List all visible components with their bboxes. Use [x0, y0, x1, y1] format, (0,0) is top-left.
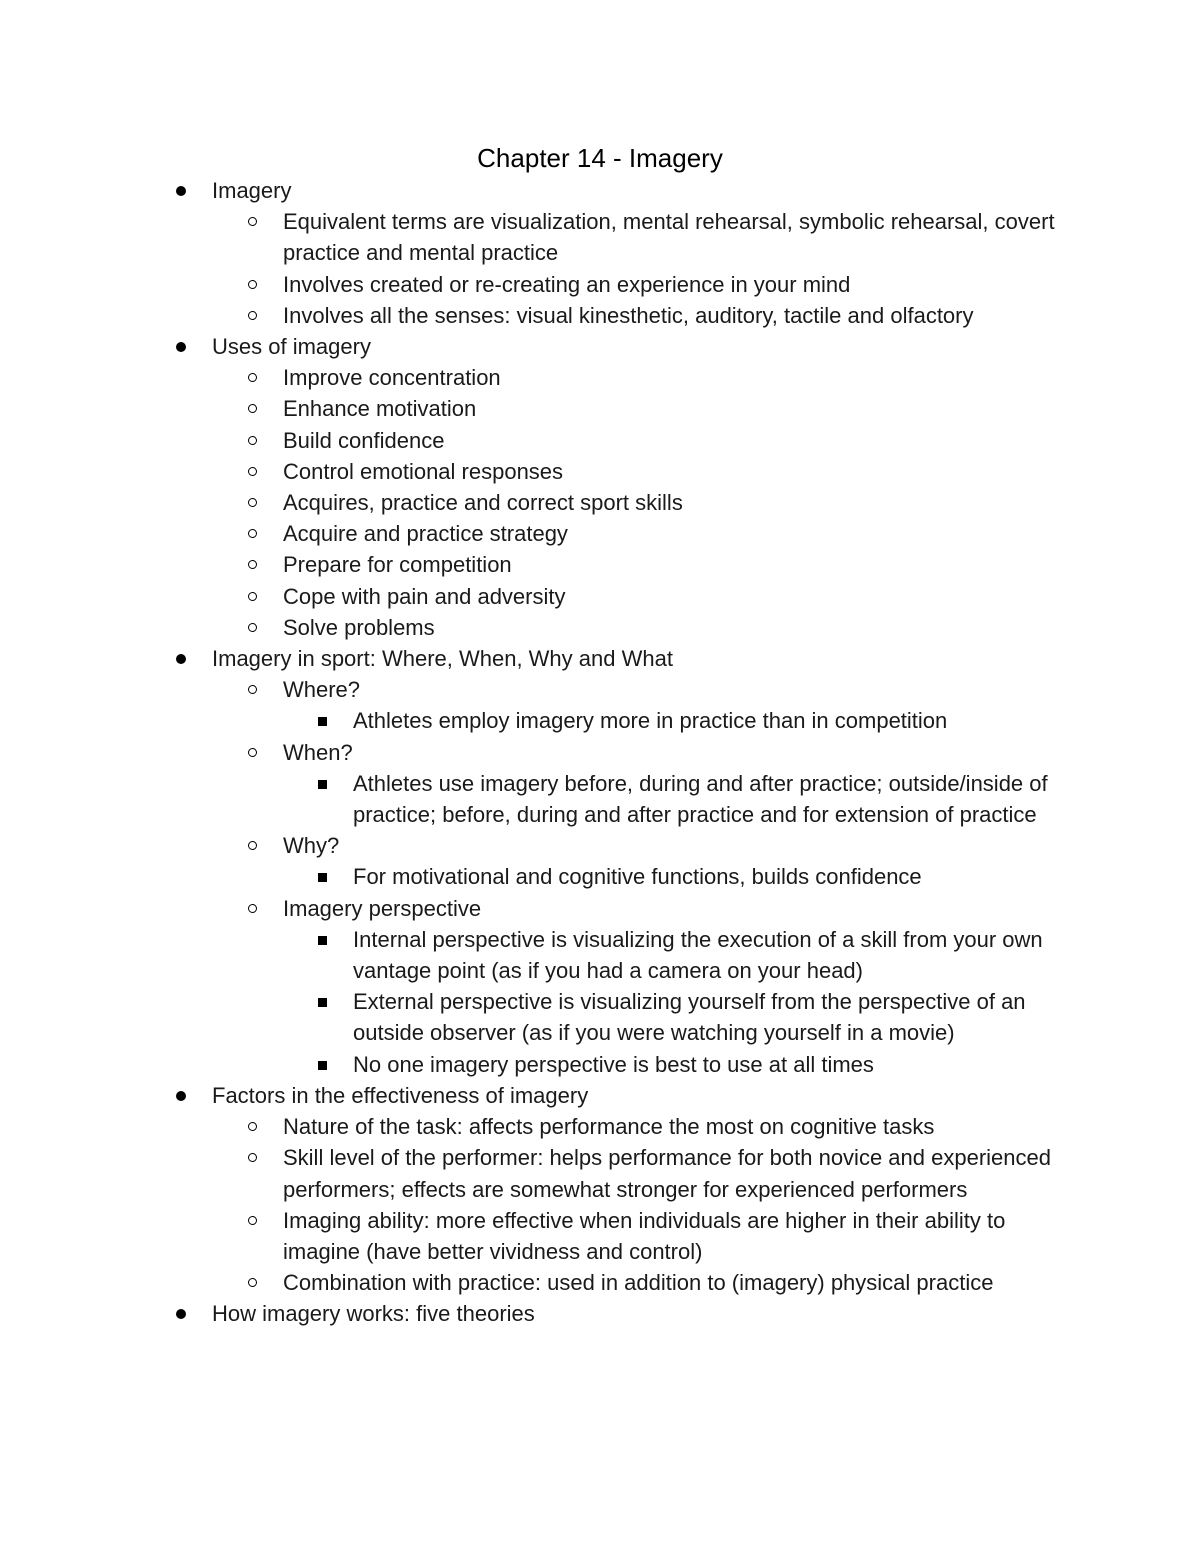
- sub-bullet-item: [0, 518, 1063, 549]
- page-title: Chapter 14 - Imagery: [477, 143, 723, 173]
- bullet-text: For motivational and cognitive functions, builds confidence: [353, 864, 922, 890]
- square-bullet-icon: [318, 873, 327, 882]
- bullet-text: Imagery in sport: Where, When, Why and What: [212, 646, 673, 672]
- sub-sub-bullet-item: [0, 1049, 1053, 1080]
- bullet-text: Athletes employ imagery more in practice than in competition: [353, 708, 948, 734]
- sub-bullet-item: [0, 893, 1063, 924]
- bullet-text: When?: [283, 739, 353, 765]
- hollow-circle-bullet-icon: [248, 685, 257, 694]
- hollow-circle-bullet-icon: [248, 841, 257, 850]
- hollow-circle-bullet-icon: [248, 1278, 257, 1287]
- sub-bullet-item: [0, 1142, 1063, 1204]
- hollow-circle-bullet-icon: [248, 436, 257, 445]
- bullet-text: Enhance motivation: [283, 396, 477, 422]
- sub-bullet-item: [0, 549, 1063, 580]
- bullet-text: Build confidence: [283, 427, 445, 453]
- bullet-text: Involves created or re-creating an experience in your mind: [283, 271, 851, 297]
- bullet-text: Imaging ability: more effective when individuals are higher in their ability to imagine (have better vividness and control): [283, 1207, 1006, 1264]
- bullet-text: Uses of imagery: [212, 334, 371, 360]
- hollow-circle-bullet-icon: [248, 529, 257, 538]
- hollow-circle-bullet-icon: [248, 748, 257, 757]
- hollow-circle-bullet-icon: [248, 560, 257, 569]
- bullet-item: [0, 1080, 1062, 1111]
- sub-bullet-item: [0, 393, 1063, 424]
- bullet-text: No one imagery perspective is best to use at all times: [353, 1051, 874, 1077]
- sub-bullet-item: [0, 737, 1063, 768]
- square-bullet-icon: [318, 717, 327, 726]
- hollow-circle-bullet-icon: [248, 404, 257, 413]
- bullet-text: Factors in the effectiveness of imagery: [212, 1082, 589, 1108]
- hollow-circle-bullet-icon: [248, 498, 257, 507]
- bullet-text: Where?: [283, 677, 361, 703]
- bullet-text: Acquires, practice and correct sport skills: [283, 490, 683, 516]
- hollow-circle-bullet-icon: [248, 592, 257, 601]
- square-bullet-icon: [318, 936, 327, 945]
- bullet-text: Imagery: [212, 178, 292, 203]
- hollow-circle-bullet-icon: [248, 1122, 257, 1131]
- square-bullet-icon: [318, 998, 327, 1007]
- bullet-text: Cope with pain and adversity: [283, 583, 566, 609]
- bullet-text: Acquire and practice strategy: [283, 521, 568, 547]
- sub-bullet-item: [0, 830, 1063, 861]
- sub-bullet-item: [0, 674, 1063, 705]
- sub-bullet-item: [0, 581, 1063, 612]
- sub-bullet-item: [0, 269, 1063, 300]
- sub-bullet-item: [0, 425, 1063, 456]
- bullet-text: External perspective is visualizing yourself from the perspective of an outside observer (as if you were watching yourself in a movie): [353, 989, 1026, 1046]
- square-bullet-icon: [318, 1061, 327, 1070]
- bullet-item: [0, 643, 1062, 674]
- bullet-item: [0, 331, 1062, 362]
- sub-sub-bullet-item: [0, 768, 1053, 830]
- bullet-text: Why?: [283, 833, 340, 859]
- sub-sub-bullet-item: [0, 705, 1053, 736]
- filled-circle-bullet-icon: [176, 1091, 186, 1101]
- sub-sub-bullet-item: [0, 861, 1053, 892]
- bullet-text: Internal perspective is visualizing the execution of a skill from your own vantage point (as if you had a camera on your head): [353, 926, 1043, 984]
- bullet-text: Imagery perspective: [283, 895, 482, 921]
- sub-bullet-item: [0, 487, 1063, 518]
- sub-bullet-item: [0, 362, 1063, 393]
- bullet-text: Equivalent terms are visualization, mental rehearsal, symbolic rehearsal, covert practice and mental practice: [283, 209, 1055, 266]
- hollow-circle-bullet-icon: [248, 1216, 257, 1225]
- hollow-circle-bullet-icon: [248, 467, 257, 476]
- bullet-text: How imagery works: five theories: [212, 1301, 535, 1327]
- hollow-circle-bullet-icon: [248, 311, 257, 320]
- bullet-text: Combination with practice: used in addition to (imagery) physical practice: [283, 1270, 994, 1296]
- bullet-item: [0, 1298, 1062, 1329]
- sub-bullet-item: [0, 1267, 1063, 1298]
- filled-circle-bullet-icon: [176, 342, 186, 352]
- sub-bullet-item: [0, 456, 1063, 487]
- bullet-item: [0, 175, 1062, 206]
- bullet-text: Improve concentration: [283, 365, 501, 391]
- filled-circle-bullet-icon: [176, 1309, 186, 1319]
- filled-circle-bullet-icon: [176, 654, 186, 664]
- hollow-circle-bullet-icon: [248, 280, 257, 289]
- hollow-circle-bullet-icon: [248, 373, 257, 382]
- sub-bullet-item: [0, 206, 1063, 268]
- bullet-text: Athletes use imagery before, during and after practice; outside/inside of practice; before, during and after practice and for extension of practice: [353, 770, 1048, 828]
- outline-list: [0, 175, 1200, 1330]
- sub-sub-bullet-item: [0, 986, 1053, 1048]
- sub-sub-bullet-item: [0, 924, 1053, 986]
- square-bullet-icon: [318, 780, 327, 789]
- sub-bullet-item: [0, 1111, 1063, 1142]
- bullet-text: Involves all the senses: visual kinesthetic, auditory, tactile and olfactory: [283, 302, 974, 328]
- hollow-circle-bullet-icon: [248, 623, 257, 632]
- bullet-text: Skill level of the performer: helps performance for both novice and experienced performers; effects are somewhat stronger for experienced performers: [283, 1145, 1051, 1202]
- hollow-circle-bullet-icon: [248, 1153, 257, 1162]
- hollow-circle-bullet-icon: [248, 217, 257, 226]
- bullet-text: Control emotional responses: [283, 458, 564, 484]
- sub-bullet-item: [0, 1205, 1063, 1267]
- hollow-circle-bullet-icon: [248, 904, 257, 913]
- sub-bullet-item: [0, 612, 1063, 643]
- filled-circle-bullet-icon: [176, 186, 186, 196]
- bullet-text: Prepare for competition: [283, 552, 512, 578]
- bullet-text: Nature of the task: affects performance the most on cognitive tasks: [283, 1114, 935, 1140]
- sub-bullet-item: [0, 300, 1063, 331]
- bullet-text: Solve problems: [283, 614, 435, 640]
